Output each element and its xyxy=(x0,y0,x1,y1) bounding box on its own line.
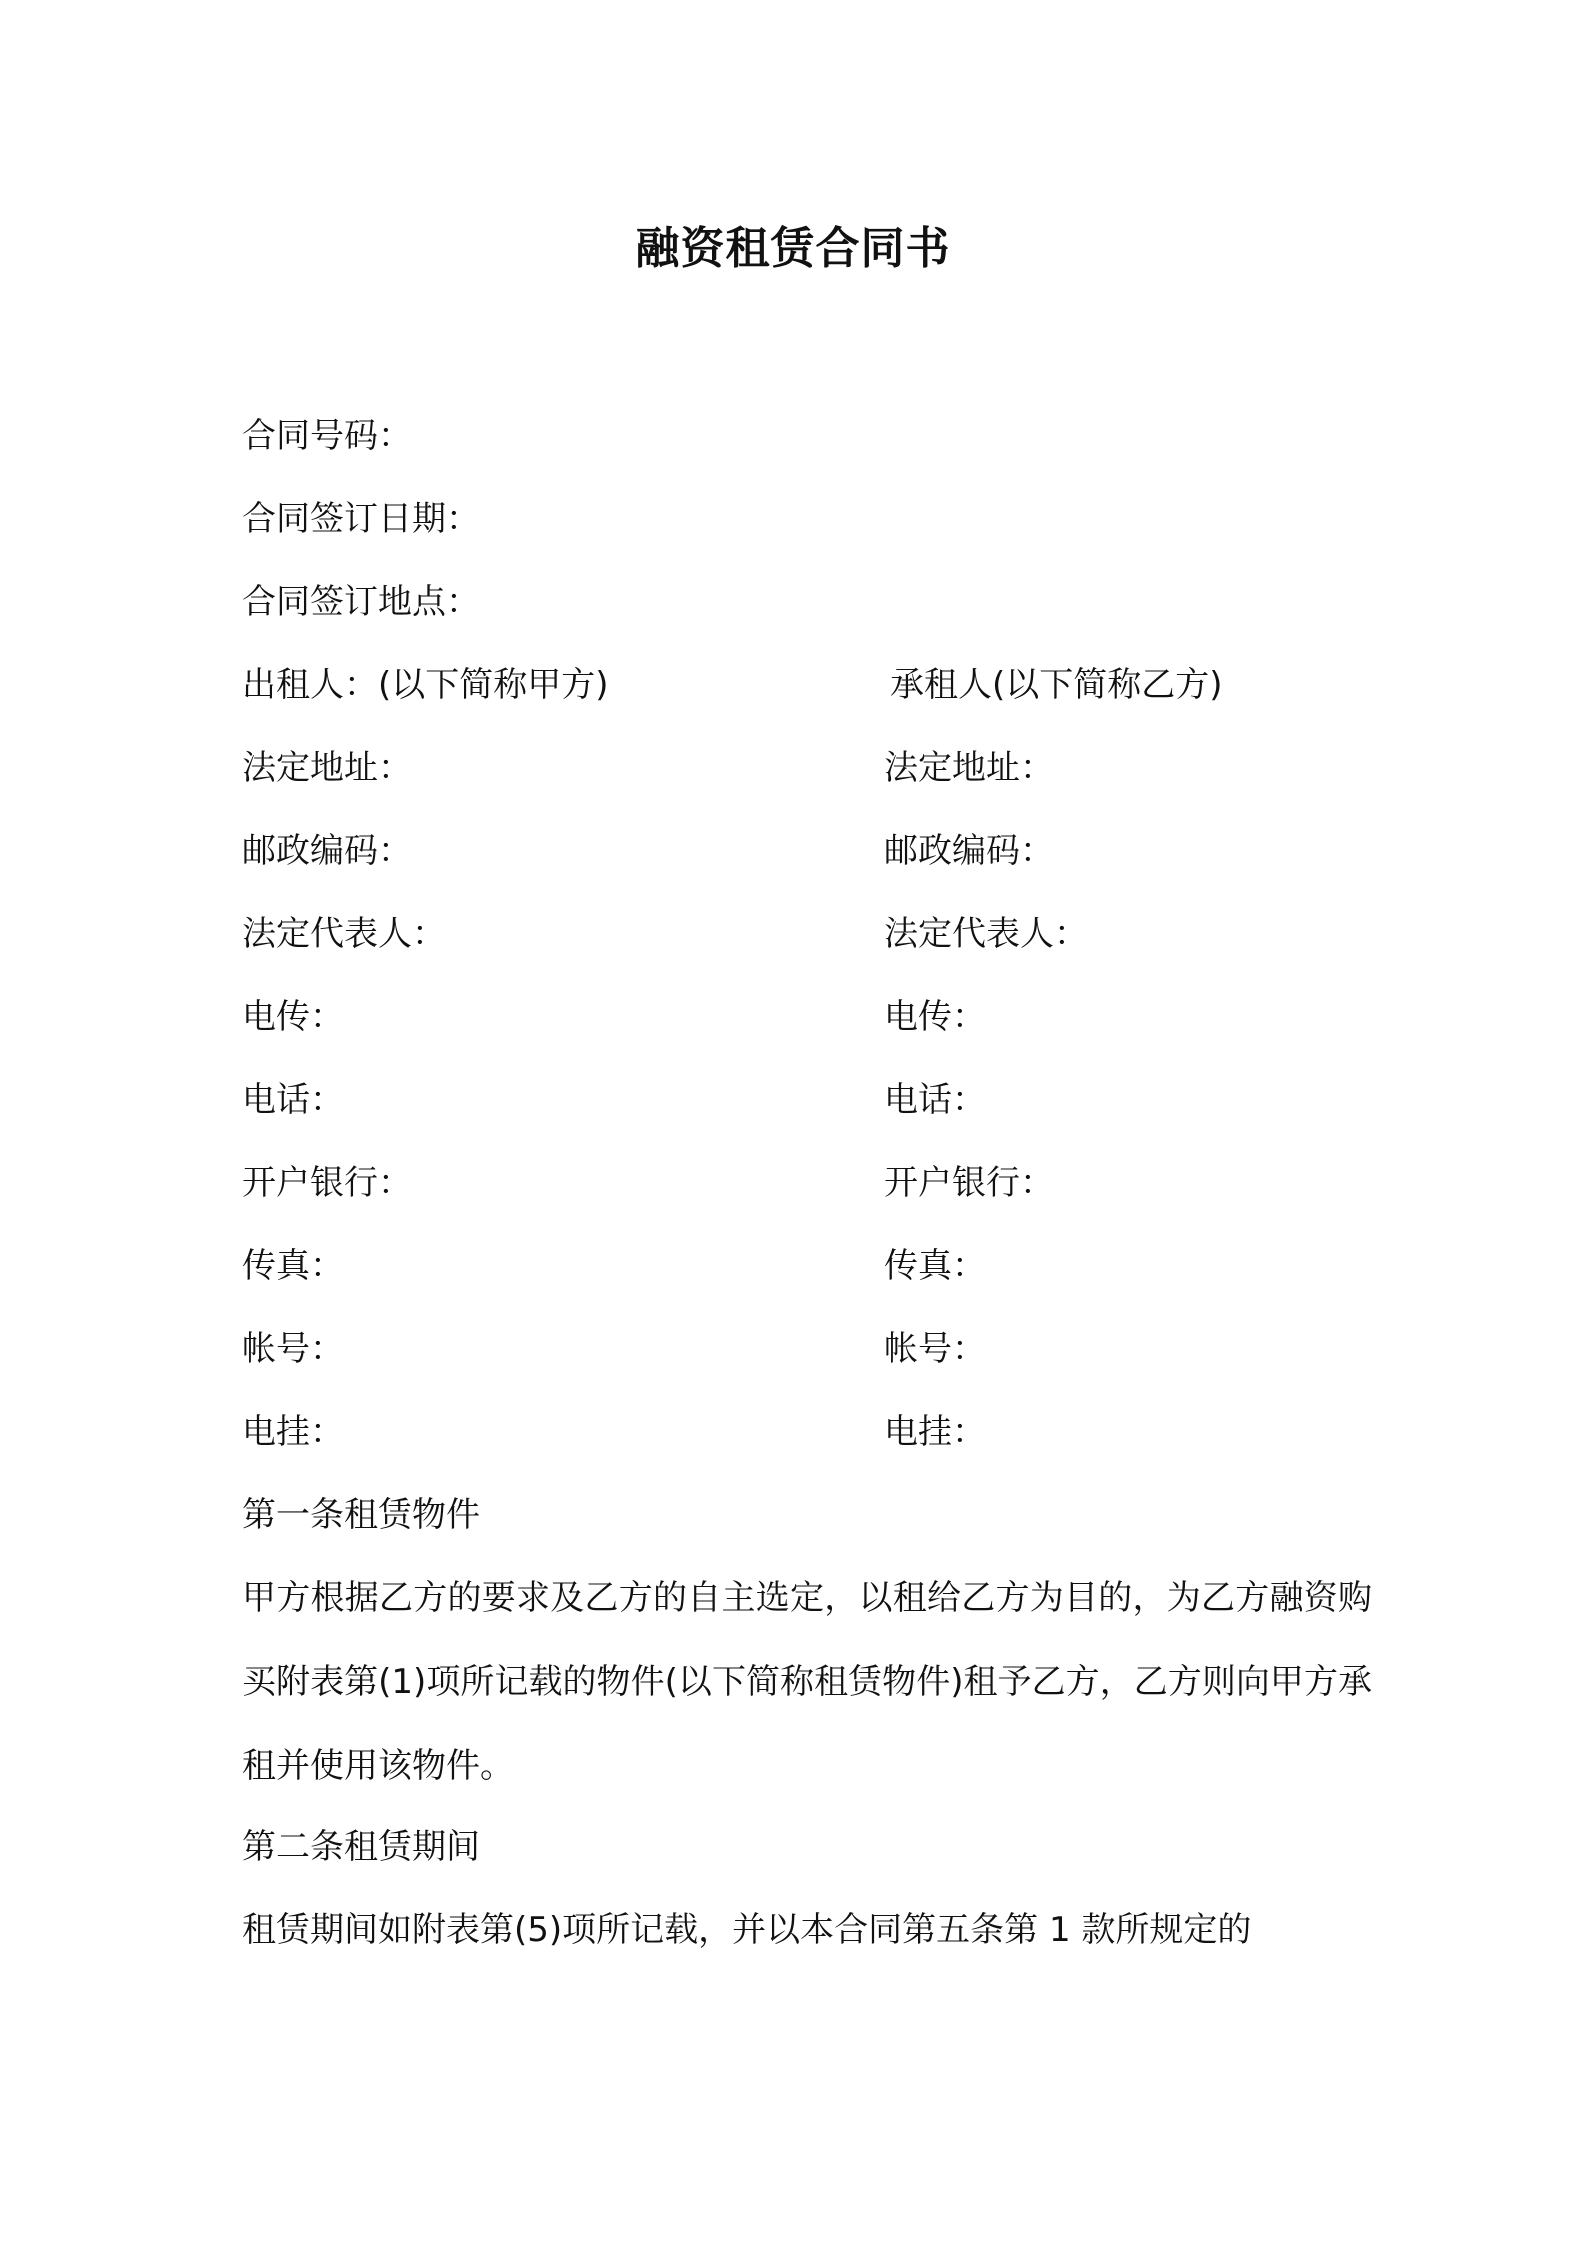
contract-place-label: 合同签订地点： xyxy=(242,582,480,622)
lessee-postcode-label: 邮政编码： xyxy=(884,831,1054,871)
article-1-heading: 第一条租赁物件 xyxy=(242,1495,480,1535)
lessor-telex-label: 电传： xyxy=(242,997,344,1037)
lessor-cable-label: 电挂： xyxy=(242,1412,344,1452)
lessor-phone-label: 电话： xyxy=(242,1080,344,1120)
lessee-heading: 承租人(以下简称乙方) xyxy=(890,665,1223,705)
lessee-address-label: 法定地址： xyxy=(884,748,1054,788)
article-1-body: 甲方根据乙方的要求及乙方的自主选定，以租给乙方为目的，为乙方融资购买附表第(1)项所记载的物件(以下简称租赁物件)租予乙方，乙方则向甲方承租并使用该物件。 xyxy=(242,1578,1372,1786)
lessor-bank-label: 开户银行： xyxy=(242,1163,412,1203)
lessor-address-label: 法定地址： xyxy=(242,748,412,788)
contract-date-label: 合同签订日期： xyxy=(242,499,480,539)
lessor-account-label: 帐号： xyxy=(242,1329,344,1369)
article-2-heading: 第二条租赁期间 xyxy=(242,1827,480,1867)
lessee-cable-label: 电挂： xyxy=(884,1412,986,1452)
lessor-postcode-label: 邮政编码： xyxy=(242,831,412,871)
lessee-bank-label: 开户银行： xyxy=(884,1163,1054,1203)
lessor-fax-label: 传真： xyxy=(242,1246,344,1286)
article-2-body: 租赁期间如附表第(5)项所记载，并以本合同第五条第 1 款所规定的 xyxy=(242,1910,1252,1950)
lessor-representative-label: 法定代表人： xyxy=(242,914,446,954)
document-title: 融资租赁合同书 xyxy=(635,223,951,274)
lessee-representative-label: 法定代表人： xyxy=(884,914,1088,954)
lessee-telex-label: 电传： xyxy=(884,997,986,1037)
lessee-account-label: 帐号： xyxy=(884,1329,986,1369)
lessee-phone-label: 电话： xyxy=(884,1080,986,1120)
lessee-fax-label: 传真： xyxy=(884,1246,986,1286)
contract-number-label: 合同号码： xyxy=(242,416,412,456)
lessor-heading: 出租人：(以下简称甲方) xyxy=(242,665,609,705)
